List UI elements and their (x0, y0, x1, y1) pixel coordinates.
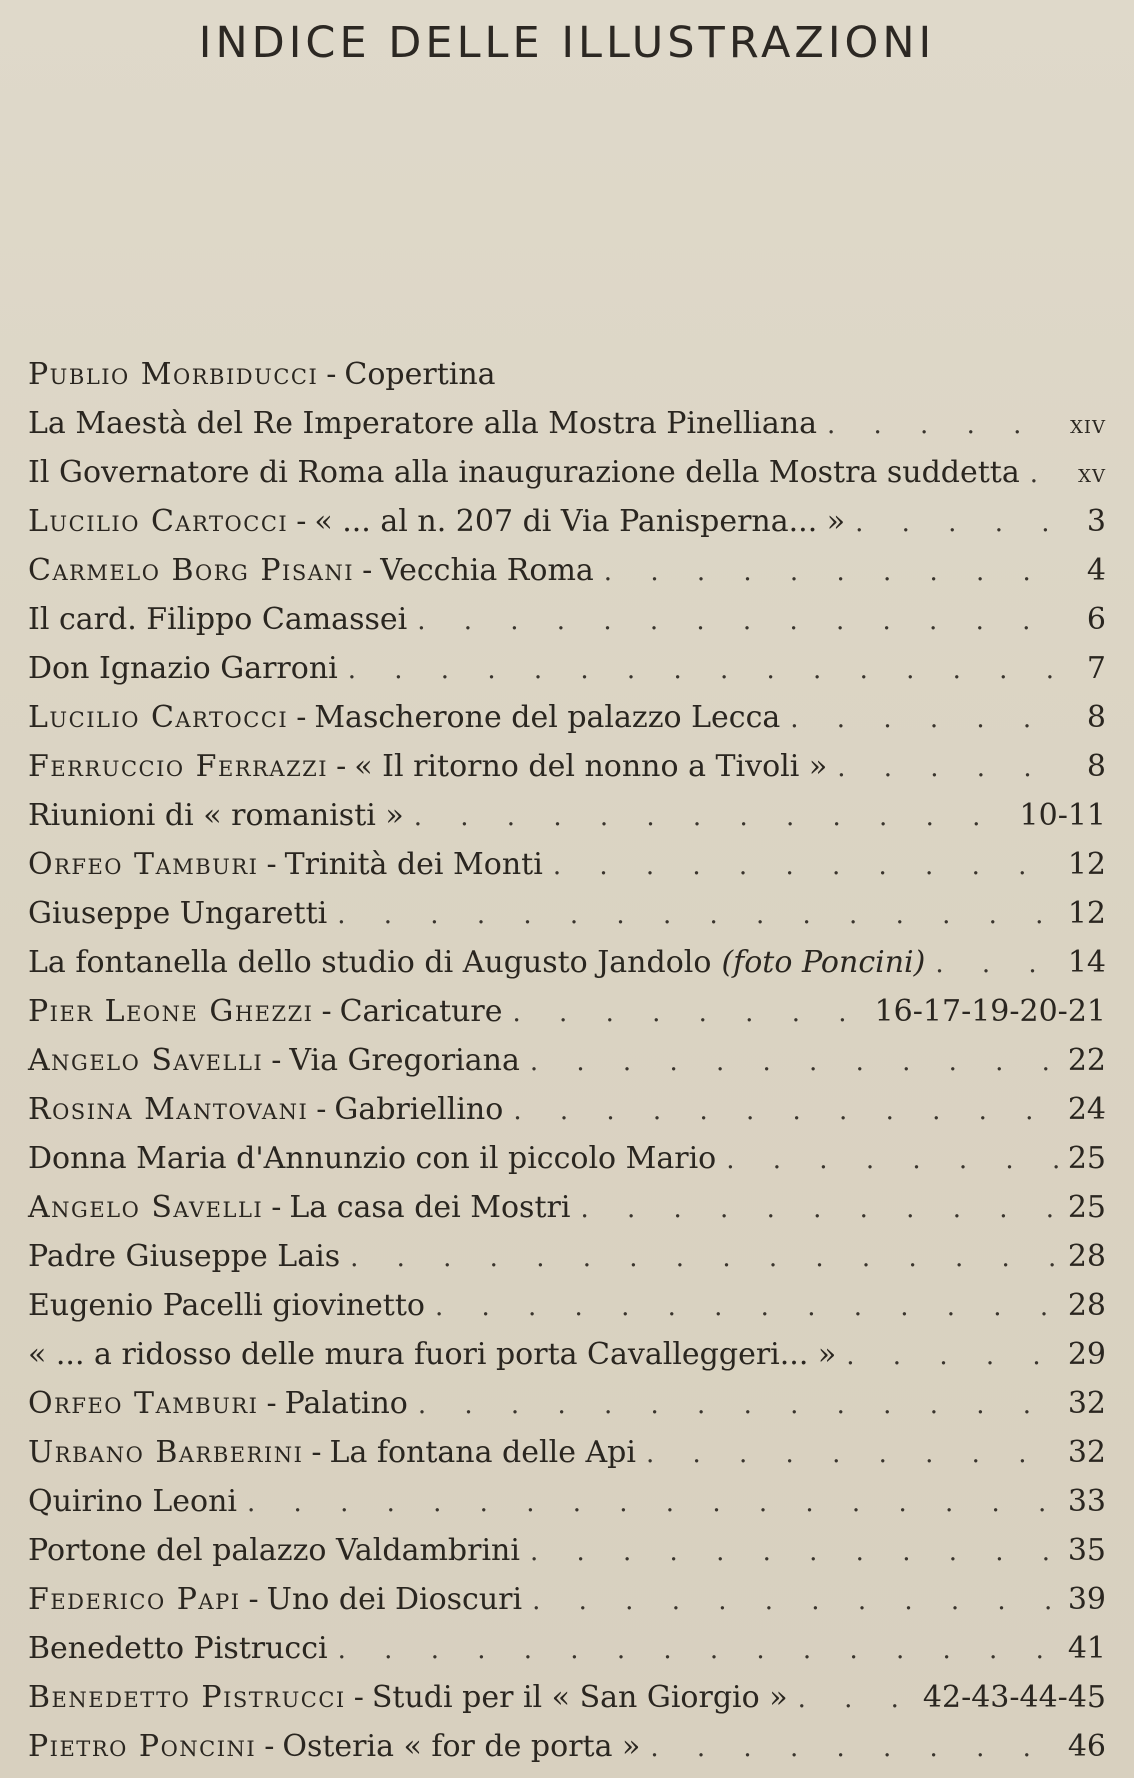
dot-leader (935, 940, 1057, 989)
dot-leader (435, 1283, 1058, 1332)
entry-page-number: 33 (1067, 1484, 1106, 1519)
entry-author: Orfeo Tamburi (28, 1386, 259, 1421)
dot-leader (350, 1234, 1058, 1283)
entry-title: La Maestà del Re Imperatore alla Mostra Pinelliana (28, 406, 817, 441)
entry-separator: - (362, 553, 373, 588)
index-entry (28, 889, 1106, 938)
index-entry (28, 1477, 1106, 1526)
index-entry (28, 987, 1106, 1036)
dot-leader (513, 1087, 1057, 1136)
entry-page-number: 32 (1067, 1386, 1106, 1421)
dot-leader (532, 1577, 1058, 1626)
index-entry (28, 1575, 1106, 1624)
entry-title: « ... al n. 207 di Via Panisperna... » (314, 504, 846, 539)
entry-title: Donna Maria d'Annunzio con il piccolo Mario (28, 1141, 717, 1176)
entry-photo-credit: (foto Poncini) (721, 945, 926, 980)
index-entry (28, 1673, 1106, 1722)
entry-author: Ferruccio Ferrazzi (28, 749, 329, 784)
dot-leader (337, 891, 1058, 940)
entry-separator: - (321, 994, 332, 1029)
entry-title: Don Ignazio Garroni (28, 651, 338, 686)
entry-author: Carmelo Borg Pisani (28, 553, 355, 588)
entry-separator: - (264, 1729, 275, 1764)
entry-title: Copertina (344, 357, 496, 392)
entry-page-number: 28 (1067, 1239, 1106, 1274)
dot-leader (604, 548, 1066, 597)
entry-author: Federico Papi (28, 1582, 241, 1617)
entry-title: Palatino (284, 1386, 408, 1421)
entry-title: Benedetto Pistrucci (28, 1631, 328, 1666)
index-entry (28, 1036, 1106, 1085)
entry-title: La fontanella dello studio di Augusto Jandolo (28, 945, 712, 980)
entry-separator: - (336, 749, 347, 784)
entry-title: Osteria « for de porta » (282, 1729, 641, 1764)
dot-leader (530, 1528, 1058, 1577)
entry-page-number: 7 (1086, 651, 1106, 686)
entry-page-number: 14 (1067, 945, 1106, 980)
index-entry (28, 742, 1106, 791)
entry-page-number: 12 (1067, 847, 1106, 882)
dot-leader (798, 1675, 913, 1724)
entry-separator: - (326, 357, 337, 392)
entry-page-number: xiv (1070, 410, 1106, 440)
entry-title: Quirino Leoni (28, 1484, 238, 1519)
index-entry (28, 1526, 1106, 1575)
index-entry (28, 1379, 1106, 1428)
entry-separator: - (271, 1190, 282, 1225)
dot-leader (247, 1479, 1058, 1528)
index-entry (28, 644, 1106, 693)
entry-title: Trinità dei Monti (284, 847, 543, 882)
entry-page-number: 35 (1067, 1533, 1106, 1568)
entry-title: La fontana delle Api (329, 1435, 636, 1470)
entry-title: Portone del palazzo Valdambrini (28, 1533, 520, 1568)
dot-leader (650, 1724, 1057, 1773)
entry-page-number: 42-43-44-45 (922, 1680, 1106, 1715)
index-entry (28, 497, 1106, 546)
entry-author: Urbano Barberini (28, 1435, 304, 1470)
entry-page-number: 4 (1086, 553, 1106, 588)
entry-title: Vecchia Roma (380, 553, 594, 588)
entry-separator: - (296, 504, 307, 539)
entry-page-number: 3 (1086, 504, 1106, 539)
index-entry (28, 1134, 1106, 1183)
entry-page-number: 10-11 (1019, 798, 1106, 833)
entry-separator: - (248, 1582, 259, 1617)
index-entry (28, 1232, 1106, 1281)
entry-page-number: 25 (1067, 1190, 1106, 1225)
index-entry (28, 1085, 1106, 1134)
entry-title: Mascherone del palazzo Lecca (314, 700, 781, 735)
entry-page-number: 24 (1067, 1092, 1106, 1127)
entry-author: Pier Leone Ghezzi (28, 994, 314, 1029)
illustrations-index (28, 350, 1106, 1771)
dot-leader (646, 1430, 1058, 1479)
entry-page-number: 25 (1067, 1141, 1106, 1176)
index-entry (28, 399, 1106, 448)
entry-page-number: 12 (1067, 896, 1106, 931)
index-entry (28, 840, 1106, 889)
index-entry (28, 1183, 1106, 1232)
entry-title: Giuseppe Ungaretti (28, 896, 328, 931)
entry-separator: - (296, 700, 307, 735)
entry-author: Angelo Savelli (28, 1043, 264, 1078)
dot-leader (580, 1185, 1057, 1234)
entry-page-number: 46 (1067, 1729, 1106, 1764)
entry-title: La casa dei Mostri (289, 1190, 571, 1225)
entry-page-number: 22 (1067, 1043, 1106, 1078)
index-entry (28, 1428, 1106, 1477)
entry-author: Rosina Mantovani (28, 1092, 309, 1127)
entry-title: « ... a ridosso delle mura fuori porta Cavalleggeri... » (28, 1337, 837, 1372)
entry-separator: - (316, 1092, 327, 1127)
index-entry (28, 693, 1106, 742)
entry-title: Caricature (339, 994, 503, 1029)
entry-page-number: 29 (1067, 1337, 1106, 1372)
entry-page-number: 16-17-19-20-21 (874, 994, 1106, 1029)
dot-leader (846, 1332, 1058, 1381)
entry-page-number: 39 (1067, 1582, 1106, 1617)
page-title: INDICE DELLE ILLUSTRAZIONI (198, 18, 936, 68)
index-entry (28, 595, 1106, 644)
entry-page-number: 6 (1086, 602, 1106, 637)
entry-title: Studi per il « San Giorgio » (371, 1680, 788, 1715)
dot-leader (837, 744, 1066, 793)
entry-title: Gabriellino (334, 1092, 504, 1127)
entry-separator: - (271, 1043, 282, 1078)
entry-title: Via Gregoriana (289, 1043, 520, 1078)
entry-page-number: 28 (1067, 1288, 1106, 1323)
entry-title: Eugenio Pacelli giovinetto (28, 1288, 425, 1323)
entry-author: Publio Morbiducci (28, 357, 319, 392)
entry-author: Pietro Poncini (28, 1729, 257, 1764)
entry-title: Padre Giuseppe Lais (28, 1239, 341, 1274)
dot-leader (726, 1136, 1058, 1185)
entry-page-number: xv (1078, 459, 1106, 489)
dot-leader (338, 1626, 1058, 1675)
entry-separator: - (266, 847, 277, 882)
entry-page-number: 32 (1067, 1435, 1106, 1470)
dot-leader (513, 989, 865, 1038)
entry-title: Uno dei Dioscuri (266, 1582, 523, 1617)
entry-title: Il Governatore di Roma alla inaugurazione della Mostra suddetta (28, 455, 1020, 490)
dot-leader (790, 695, 1066, 744)
entry-page-number: 8 (1086, 749, 1106, 784)
dot-leader (417, 597, 1066, 646)
dot-leader (530, 1038, 1058, 1087)
entry-page-number: 8 (1086, 700, 1106, 735)
entry-author: Lucilio Cartocci (28, 504, 289, 539)
index-entry (28, 1281, 1106, 1330)
entry-page-number: 41 (1067, 1631, 1106, 1666)
index-entry (28, 448, 1106, 497)
entry-author: Orfeo Tamburi (28, 847, 259, 882)
entry-author: Lucilio Cartocci (28, 700, 289, 735)
entry-title: Riunioni di « romanisti » (28, 798, 404, 833)
entry-separator: - (266, 1386, 277, 1421)
dot-leader (1030, 450, 1066, 499)
dot-leader (348, 646, 1066, 695)
dot-leader (418, 1381, 1058, 1430)
index-entry (28, 546, 1106, 595)
dot-leader (553, 842, 1058, 891)
index-entry (28, 791, 1106, 840)
entry-separator: - (353, 1680, 364, 1715)
index-entry (28, 1722, 1106, 1771)
index-entry (28, 350, 1106, 399)
entry-separator: - (311, 1435, 322, 1470)
dot-leader (855, 499, 1066, 548)
index-entry (28, 938, 1106, 987)
entry-author: Benedetto Pistrucci (28, 1680, 346, 1715)
entry-author: Angelo Savelli (28, 1190, 264, 1225)
entry-title: Il card. Filippo Camassei (28, 602, 408, 637)
index-entry (28, 1624, 1106, 1673)
index-entry (28, 1330, 1106, 1379)
dot-leader (827, 401, 1060, 450)
dot-leader (414, 793, 1010, 842)
entry-title: « Il ritorno del nonno a Tivoli » (354, 749, 828, 784)
